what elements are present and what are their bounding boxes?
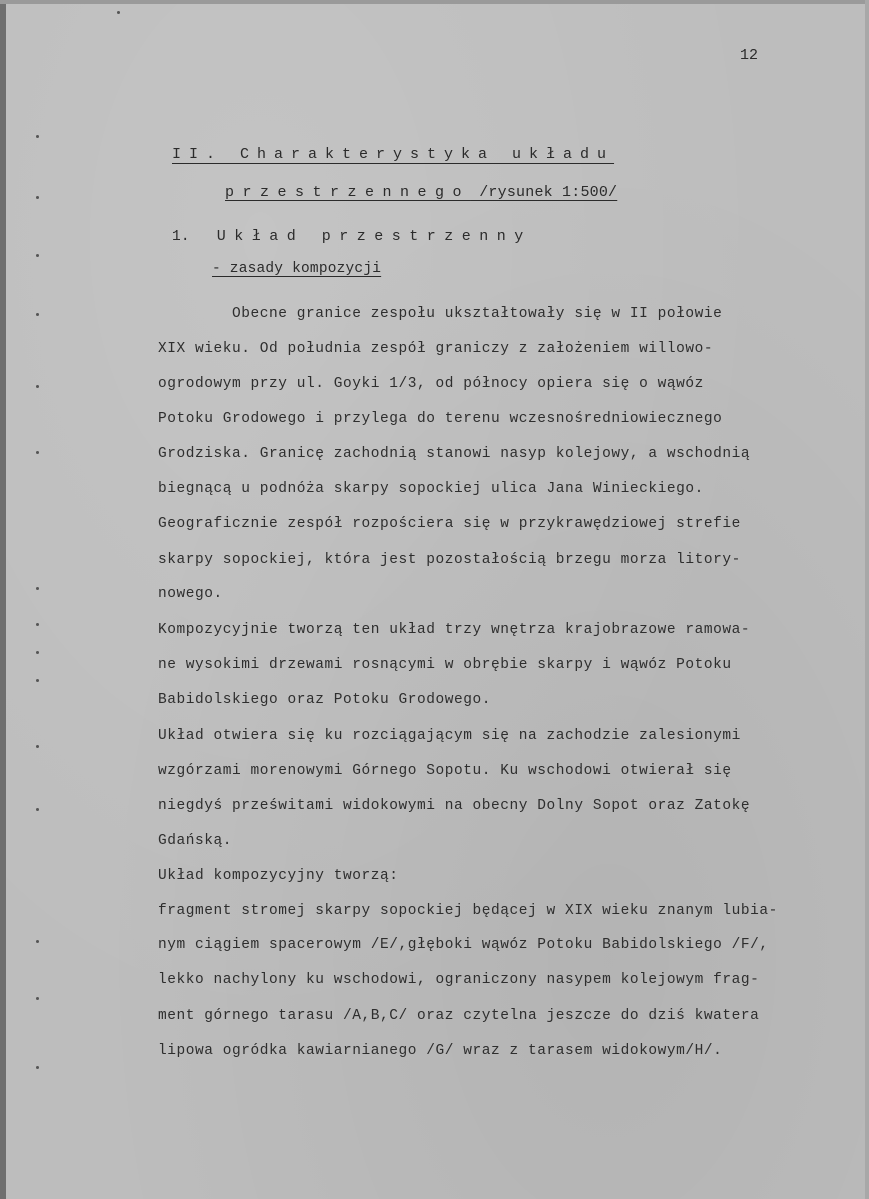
speck — [36, 997, 39, 1000]
speck — [36, 451, 39, 454]
speck — [36, 679, 39, 682]
speck — [36, 808, 39, 811]
body-line: Potoku Grodowego i przylega do terenu wczesnośredniowiecznego — [158, 411, 723, 427]
speck — [117, 11, 120, 14]
section-heading-line2 — [225, 184, 617, 201]
speck — [36, 313, 39, 316]
scan-left-edge — [0, 0, 6, 1199]
body-line: ogrodowym przy ul. Goyki 1/3, od północy opiera się o wąwóz — [158, 376, 704, 392]
speck — [36, 940, 39, 943]
speck — [36, 587, 39, 590]
heading-drawing-ref: /rysunek 1:500/ — [470, 184, 618, 201]
body-line: wzgórzami morenowymi Górnego Sopotu. Ku wschodowi otwierał się — [158, 763, 732, 779]
body-line: Kompozycyjnie tworzą ten układ trzy wnętrza krajobrazowe ramowa- — [158, 622, 751, 638]
body-line: ne wysokimi drzewami rosnącymi w obrębie skarpy i wąwóz Potoku — [158, 657, 732, 673]
body-line: skarpy sopockiej, która jest pozostałością brzegu morza litory- — [158, 552, 741, 568]
speck — [36, 196, 39, 199]
speck — [36, 651, 39, 654]
body-line: Babidolskiego oraz Potoku Grodowego. — [158, 692, 492, 708]
subsection-title: Układ przestrzenny — [216, 228, 532, 245]
body-line: XIX wieku. Od południa zespół graniczy z założeniem willowo- — [158, 341, 714, 357]
body-line: niegdyś prześwitami widokowymi na obecny Dolny Sopot oraz Zatokę — [158, 798, 751, 814]
subsection-subtitle — [212, 261, 381, 277]
speck — [36, 745, 39, 748]
page-number: 12 — [740, 47, 759, 64]
body-line: biegnącą u podnóża skarpy sopockiej ulica Jana Winieckiego. — [158, 481, 704, 497]
body-line: lipowa ogródka kawiarnianego /G/ wraz z tarasem widokowym/H/. — [158, 1043, 723, 1059]
body-line: fragment stromej skarpy sopockiej będącej w XIX wieku znanym lubia- — [158, 903, 778, 919]
speck — [36, 623, 39, 626]
body-line: Układ otwiera się ku rozciągającym się na zachodzie zalesionymi — [158, 728, 741, 744]
section-heading: II. Charakterystyka układu — [172, 146, 615, 163]
body-line: Gdańską. — [158, 833, 233, 849]
body-line: nym ciągiem spacerowym /E/,głęboki wąwóz Potoku Babidolskiego /F/, — [158, 937, 769, 953]
body-line: lekko nachylony ku wschodowi, ograniczony nasypem kolejowym frag- — [158, 972, 760, 988]
body-line: nowego. — [158, 586, 223, 602]
subsection-subtitle-text: - zasady kompozycji — [212, 261, 382, 277]
subsection-number: 1. — [172, 229, 190, 245]
speck — [36, 135, 39, 138]
body-line: Układ kompozycyjny tworzą: — [158, 868, 399, 884]
subsection-heading — [172, 228, 532, 245]
scan-top-edge — [0, 0, 869, 4]
scan-right-edge — [865, 0, 869, 1199]
body-line: Obecne granice zespołu ukształtowały się w II połowie — [158, 306, 723, 322]
body-line: Grodziska. Granicę zachodnią stanowi nasyp kolejowy, a wschodnią — [158, 446, 751, 462]
heading-spaced-word: przestrzennego — [225, 184, 471, 201]
speck — [36, 254, 39, 257]
body-line: ment górnego tarasu /A,B,C/ oraz czytelna jeszcze do dziś kwatera — [158, 1008, 760, 1024]
body-line: Geograficznie zespół rozpościera się w przykrawędziowej strefie — [158, 516, 741, 532]
speck — [36, 1066, 39, 1069]
speck — [36, 385, 39, 388]
